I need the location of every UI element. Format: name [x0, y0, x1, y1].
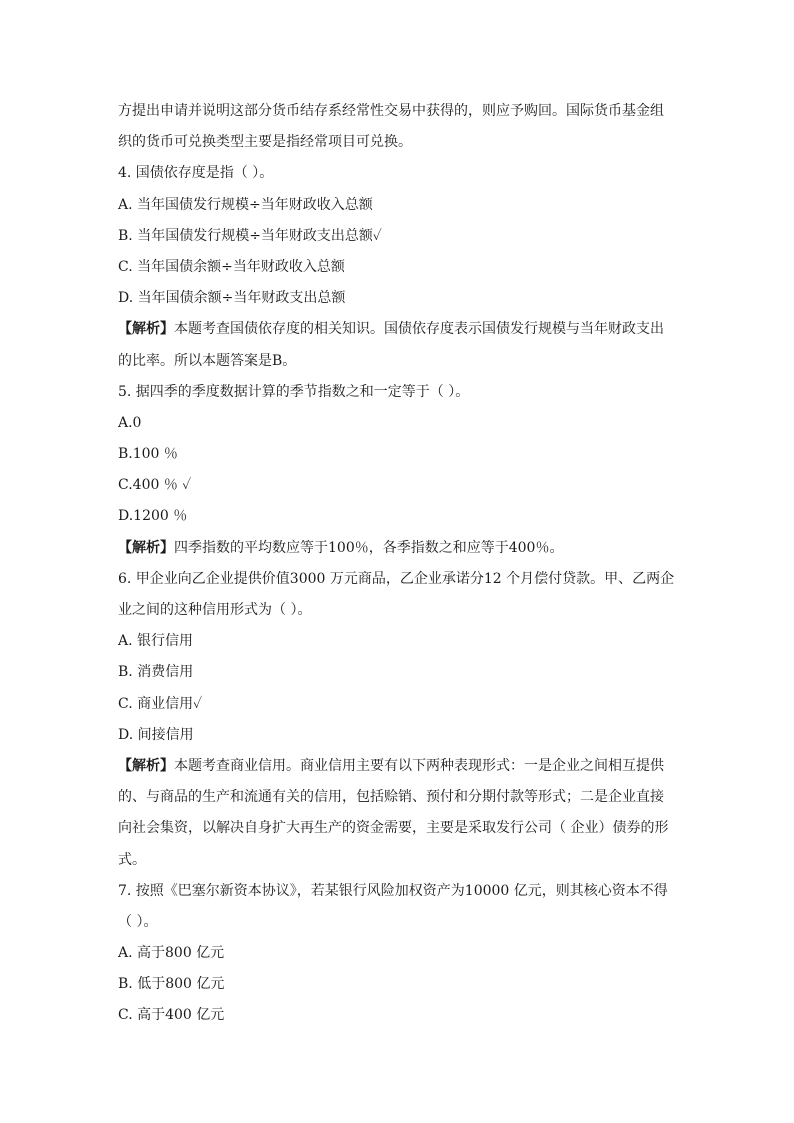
- option-c: C. 当年国债余额÷当年财政收入总额: [118, 258, 345, 275]
- option-d: D. 间接信用: [118, 726, 194, 743]
- question-4: 4. 国债依存度是指（ ）。: [118, 165, 274, 182]
- question-6-cont: 业之间的这种信用形式为（ ）。: [118, 602, 312, 618]
- option-c: C. 商业信用✓: [118, 695, 203, 712]
- analysis-text: 本题考查商业信用。商业信用主要有以下两种表现形式：一是企业之间相互提供: [174, 757, 664, 774]
- question-7-cont: （ ）。: [118, 913, 158, 930]
- analysis-text: 本题考查国债依存度的相关知识。国债依存度表示国债发行规模与当年财政支出: [174, 321, 664, 338]
- analysis-line: 的、与商品的生产和流通有关的信用，包括赊销、预付和分期付款等形式；二是企业直接: [118, 789, 664, 806]
- option-b: B.100 ％: [118, 446, 178, 463]
- analysis-line: [118, 533, 678, 564]
- question-7: 7. 按照《巴塞尔新资本协议》，若某银行风险加权资产为10000 亿元，则其核心资本不得: [118, 882, 668, 899]
- document-page: [118, 96, 678, 1032]
- option-a: A. 当年国债发行规模÷当年财政收入总额: [118, 196, 373, 213]
- text-line: 织的货币可兑换类型主要是指经常项目可兑换。: [118, 134, 412, 151]
- option-a: A. 高于800 亿元: [118, 945, 225, 962]
- option-b: B. 低于800 亿元: [118, 976, 225, 993]
- option-a: A. 银行信用: [118, 633, 194, 650]
- analysis-label: 【解析】: [118, 539, 174, 556]
- option-a: A.0: [118, 414, 142, 431]
- analysis-line: 式。: [118, 851, 146, 868]
- analysis-line: [118, 314, 678, 345]
- option-c: C.400 ％ ✓: [118, 477, 192, 494]
- analysis-line: 的比率。所以本题答案是B。: [118, 352, 297, 369]
- analysis-label: 【解析】: [118, 321, 174, 338]
- option-b: B. 当年国债发行规模÷当年财政支出总额✓: [118, 227, 382, 244]
- text-line: 方提出申请并说明这部分货币结存系经常性交易中获得的，则应予购回。国际货币基金组: [118, 103, 664, 119]
- question-5: 5. 据四季的季度数据计算的季节指数之和一定等于（ ）。: [118, 383, 470, 400]
- analysis-text: 四季指数的平均数应等于100％，各季指数之和应等于400％。: [174, 539, 564, 556]
- analysis-label: 【解析】: [118, 757, 174, 774]
- analysis-line: 向社会集资，以解决自身扩大再生产的资金需要，主要是采取发行公司（ 企业）债券的形: [118, 820, 669, 837]
- question-6: 6. 甲企业向乙企业提供价值3000 万元商品，乙企业承诺分12 个月偿付贷款。甲、乙两企: [118, 570, 675, 587]
- option-b: B. 消费信用: [118, 664, 194, 681]
- option-d: D.1200 ％: [118, 508, 188, 525]
- analysis-line: [118, 751, 678, 782]
- option-d: D. 当年国债余额÷当年财政支出总额: [118, 290, 346, 307]
- option-c: C. 高于400 亿元: [118, 1007, 225, 1024]
